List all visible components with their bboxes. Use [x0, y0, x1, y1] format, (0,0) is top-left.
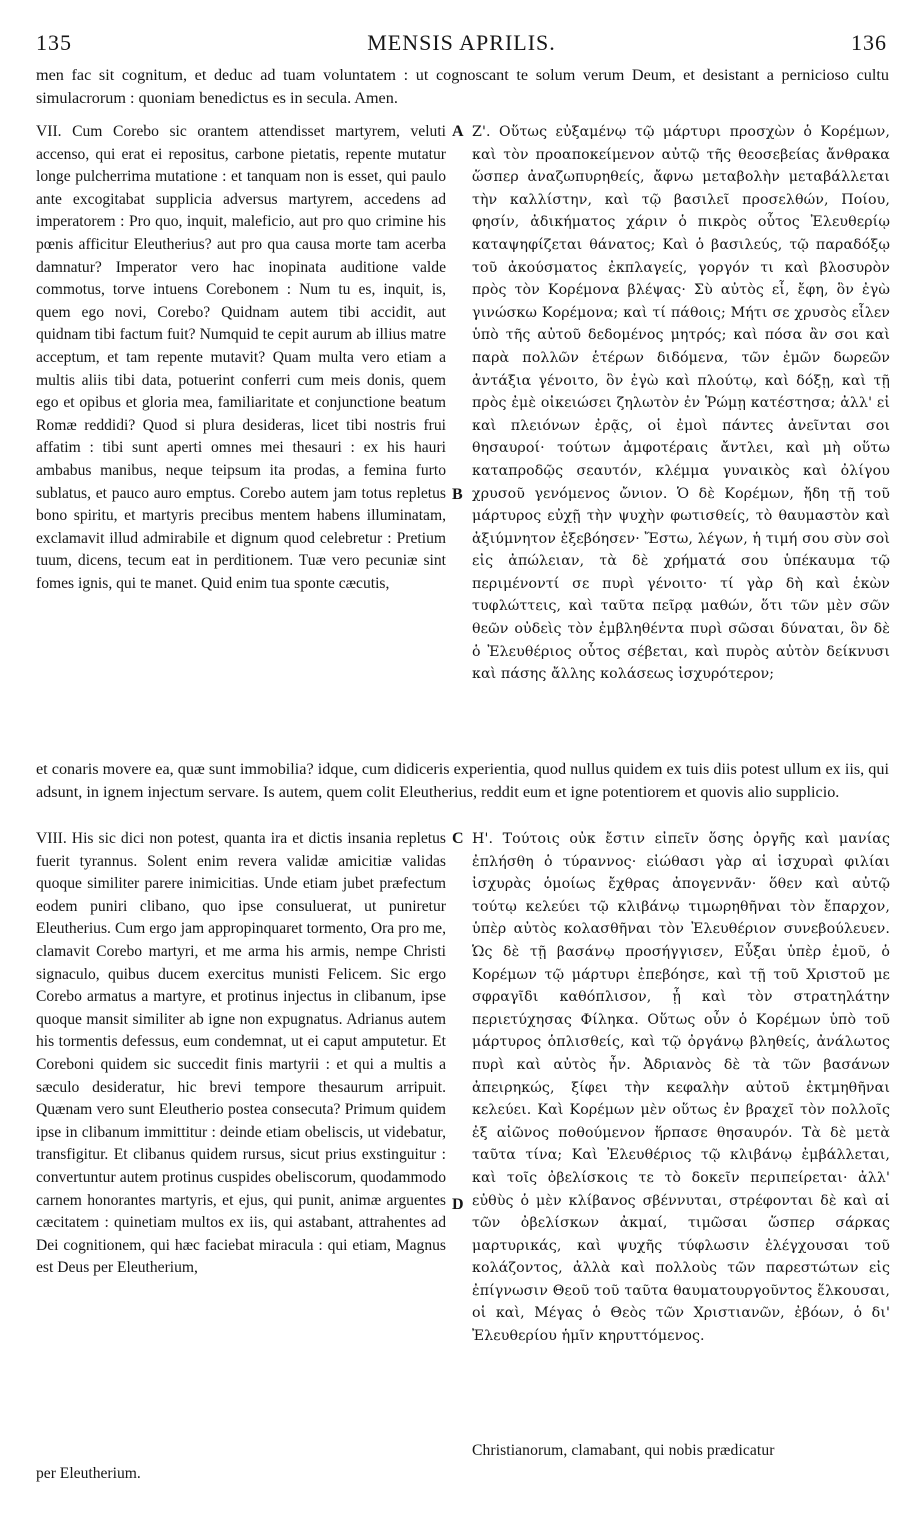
latin-continuation-right: Christianorum, clamabant, qui nobis prædicatur [472, 1442, 775, 1459]
latin-section-8-end: per Eleutherium. [36, 1465, 141, 1482]
running-header [36, 30, 887, 60]
right-page-number: 136 [851, 30, 887, 55]
latin-section-7: VII. Cum Corebo sic orantem attendisset martyrem, veluti accenso, qui erat ei repositus, carbone pietatis, repente mutatur longe pulcherrima mutatione : et tanquam non is esset, qui paulo ante excogitabat supplicia adversus martyrem, accedens ad imperatorem : Pro quo, inquit, maleficio, aut pro quo crimine his pœnis afficitur Eleutherius? aut pro qua causa morte tam acerba damnatur? Imperator vero hac inopinata auditione valde commotus, torve intuens Corebonem : Num tu es, inquit, is, quem ego novi, Corebo? Quidnam autem tibi accidit, aut quidnam tibi factum fuit? Numquid te cepit aurum ab illius matre acceptum, et tam repente mutavit? Quam multa vero etiam a multis aliis tibi data, potuerint conferri cum meis donis, quem ego et opibus et gloria mea, familiaritate et conjunctione beatum Romæ reddidi? Quod si plura desideras, licet tibi nostris frui affatim : tibi sunt aperti omnes mei thesauri : ex his hauri ambabus manibus, neque teipsum ita prodas, a femina furto sublatus, et pauco auro emptus. Corebo autem jam totus repletus bono spiritu, et martyris precibus mentem habens illuminatam, exclamavit illud admirabile et dignum quod celebretur : Pretium tuum, dicens, tecum eat in perditionem. Tuæ vero pecuniæ sint fomes ignis, qui te manet. Quid enim tua sponte cæcutis, [36, 123, 446, 592]
greek-section-8: Η'. Τούτοις οὐκ ἔστιν εἰπεῖν ὅσης ὀργῆς καὶ μανίας ἐπλήσθη ὁ τύραννος· εἰώθασι γὰρ αἱ ἰσχυραὶ φιλίαι ἰσχυρὰς ὁμοίως ἔχθρας ἀπογεννᾶν· ὅθεν καὶ αὐτῷ τούτῳ κελεύει τῷ κλιβάνῳ τιμωρηθῆναι τὸν ἔπαρχον, ὑπὲρ αὐτὸς κολασθῆναι τὸν Ἐλευθέριον συνεβούλευεν. Ὡς δὲ τῇ βασάνῳ προσήγγισεν, Εὖξαι ὑπὲρ ἐμοῦ, ὁ Κορέμων τῷ μάρτυρι ἐπεβόησε, καὶ τῇ τοῦ Χριστοῦ με σφραγῖδι καθόπλισον, ᾗ καὶ τὸν στρατηλάτην περιετύχησας Φίληκα. Οὕτως οὖν ὁ Κορέμων ὑπὸ τοῦ μάρτυρος ὁπλισθείς, καὶ τῷ ὀργάνῳ βληθείς, ἀνάλωτος πυρὶ καὶ αὐτὸς ἦν. Ἀδριανὸς δὲ τὰ τῶν βασάνων ἀπειρηκώς, ξίφει τὴν κεφαλὴν αὐτοῦ ἐκτμηθῆναι κελεύει. Καὶ Κορέμων μὲν οὕτως ἐν βραχεῖ τὸν πολλοῖς ἐξ αἰῶνος ποθούμενον ἥρπασε θησαυρόν. Τὰ δὲ μετὰ ταῦτα τίνα; Καὶ Ἐλευθέριος τῷ κλιβάνῳ ἐμβάλλεται, καὶ τοῖς ὀβελίσκοις τε τὸ δοκεῖν περιπείρεται· ἀλλ' εὐθὺς ὁ μὲν κλίβανος σβέννυται, στρέφονται δὲ καὶ αἱ τῶν ὀβελίσκων ἀκμαί, τιμῶσαι ὥσπερ σάρκας μαρτυρικάς, καὶ ψυχῆς τύφλωσιν ἐλέγχουσαι τοῦ κολάζοντος, ἀλλὰ καὶ πολλοὺς τῶν παρεστώτων εἰς ἐπίγνωσιν Θεοῦ τοῦ ταῦτα θαυματουργοῦντος ἕλκουσαι, οἱ καὶ, Μέγας ὁ Θεὸς τῶν Χριστιανῶν, ἐβόων, ὁ δι' Ἐλευθερίου ἡμῖν κηρυττόμενος. [472, 831, 890, 1345]
page-title: MENSIS APRILIS. [367, 30, 556, 55]
margin-letter-a: A [452, 123, 464, 140]
latin-section-8: VIII. His sic dici non potest, quanta ira et dictis insania repletus fuerit tyrannus. Solent enim revera validæ amicitiæ validas quoque similiter parere inimicitias. Unde etiam jubet præfectum eodem puniri clibano, quo ipse consuluerat, ut puniretur Eleutherius. Cum ergo jam appropinquaret tormento, Ora pro me, clamavit Corebo martyri, et me arma his armis, nempe Christi signaculo, quibus ducem exercitus munisti Felicem. Sic ergo Corebo armatus a martyre, et protinus injectus in clibanum, ipse quoque mansit similiter ab igne non expugnatus. Adrianus autem his tormentis defessus, eum condemnat, ut ei caput amputetur. Et Coreboni quidem sic succedit finis martyrii : et qui a multis a sæculo desideratur, hic brevi tempore thesaurum arripuit. Quænam vero sunt Eleutherio postea consecuta? Primum quidem ipse in clibanum immittitur : deinde etiam obeliscis, ut videbatur, transfigitur. Et clibanus quidem rursus, sicut prius exstinguitur : convertuntur autem protinus cuspides obeliscorum, quodammodo carnem honorantes martyris, et ejus, qui punit, animæ arguentes cæcitatem : quinetiam multos ex iis, qui astabant, attrahentes ad Dei cognitionem, qui hæc faciebat miracula : qui etiam, Magnus est Deus per Eleutherium, [36, 830, 446, 1277]
margin-letter-b: B [452, 486, 463, 503]
top-continuation-text: men fac sit cognitum, et deduc ad tuam voluntatem : ut cognoscant te solum verum Deum, et desistant a pernicioso cultu simulacrorum : quoniam benedictus es in secula. Amen. [36, 66, 889, 107]
greek-section-7: Ζ'. Οὕτως εὐξαμένῳ τῷ μάρτυρι προσχὼν ὁ Κορέμων, καὶ τὸν προαποκείμενον αὐτῷ τῆς θεοσεβείας ἄνθρακα ὥσπερ ἀναζωπυρηθείς, ἄφνω μεταβολὴν μεταβάλλεται τὴν καλλίστην, καὶ τῷ βασιλεῖ προσελθών, Ποίου, φησίν, ἀδικήματος χάριν ὁ πικρὸς οὗτος Ἐλευθερίῳ καταψηφίζεται θάνατος; Καὶ ὁ βασιλεύς, τῷ παραδόξῳ τοῦ ἀκούσματος ἐκπλαγείς, γοργόν τι καὶ βλοσυρὸν πρὸς τὸν Κορέμονα βλέψας· Σὺ αὐτὸς εἶ, ἔφη, ὃν ἐγὼ γινώσκω Κορέμονα; καὶ τί πάθοις; Μήτι σε χρυσὸς εἷλεν ὑπὸ τῆς αὐτοῦ δεδομένος μητρός; καὶ πόσα ἂν σοι καὶ παρὰ πολλῶν ἑτέρων διδόμενα, τῶν ἐμῶν δωρεῶν ἀντάξια γένοιτο, ὃν ἐγὼ καὶ πλούτῳ, καὶ δόξῃ, καὶ τῇ πρὸς ἐμὲ οἰκειώσει ζηλωτὸν ἐν Ῥώμῃ κατέστησα; ἀλλ' εἰ καὶ πλειόνων ἐρᾷς, οἱ ἐμοὶ πάντες ἀνεῖνται σοι θησαυροί· τούτων ἀμφοτέραις ἄντλει, καὶ μὴ οὕτω καταπροδῷς σεαυτόν, κλέμμα γυναικὸς καὶ ὀλίγου χρυσοῦ γενόμενος ὤνιον. Ὁ δὲ Κορέμων, ἤδη τῇ τοῦ μάρτυρος εὐχῇ τὴν ψυχὴν φωτισθείς, τὸ θαυμαστὸν καὶ ἀξιύμνητον ἐξεβόησεν· Ἔστω, λέγων, ἡ τιμή σου σὺν σοὶ εἰς ἀπώλειαν, τὰ δὲ χρήματά σου ὑπέκαυμα τῷ περιμένοντί σε πυρὶ γένοιτο· τί γὰρ δὴ καὶ ἑκὼν τυφλώττεις, καὶ ταῦτα πεῖρᾳ μαθών, ὅτι τῶν μὲν σῶν θεῶν οὐδεὶς τὸν ἐμβληθέντα πυρὶ σῶσαι δύναται, ὃν δὲ ὁ Ἐλευθέριος οὗτος σέβεται, καὶ πυρὸς αὐτὸν δείκνυσι καὶ πάσης ἄλλης κολάσεως ἰσχυρότερον; [472, 124, 890, 683]
margin-letter-c: C [452, 830, 464, 847]
margin-letter-d: D [452, 1196, 464, 1213]
latin-section-7-end: et conaris movere ea, quæ sunt immobilia? idque, cum didiceris experientia, quod nullus quidem ex tuis diis potest ullum ex iis, qui adsunt, in ignem injectum servare. Is autem, quem colit Eleutherius, reddit eum et igne potentiorem et quovis alio supplicio. [36, 760, 889, 801]
left-page-number: 135 [36, 30, 72, 55]
